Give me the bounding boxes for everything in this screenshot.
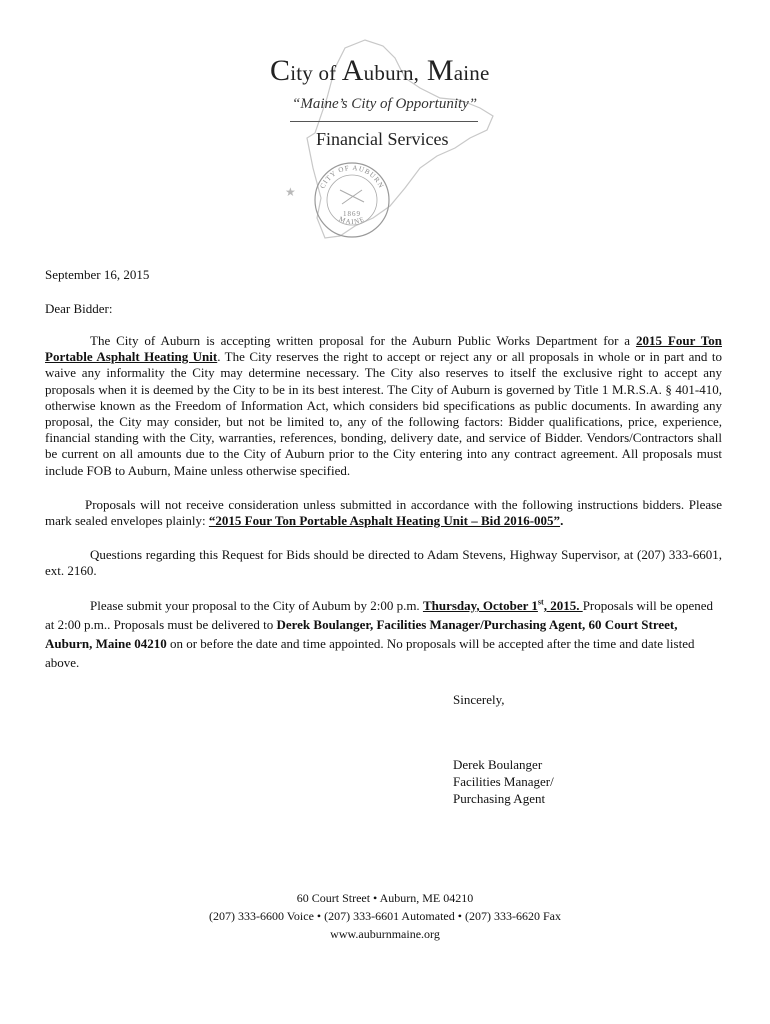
paragraph-instructions: Proposals will not receive consideration unless submitted in accordance with the following instructions bidders. Please mark sealed envelopes plainly: “2015 Four Ton Portable Asphalt Heating Unit – Bid 2016-005”. — [45, 497, 722, 529]
signer-name: Derek Boulanger — [453, 757, 543, 772]
footer-address: 60 Court Street • Auburn, ME 04210 — [296, 891, 474, 905]
paragraph-questions: Questions regarding this Request for Bids should be directed to Adam Stevens, Highway Supervisor, at (207) 333-6601, ext. 2160. — [45, 547, 722, 579]
delivery-address: Derek Boulanger, Facilities Manager/Purchasing Agent, 60 Court Street, Auburn, Maine 04210 — [45, 617, 678, 651]
letterhead-divider — [290, 121, 478, 122]
city-title: City of Auburn, Maine — [270, 54, 490, 87]
item-name: 2015 Four Ton Portable Asphalt Heating Unit — [45, 333, 722, 365]
department-name: Financial Services — [316, 129, 449, 149]
svg-text:CITY OF AUBURN: CITY OF AUBURN — [318, 163, 386, 190]
signer-title: Facilities Manager/ — [453, 774, 554, 789]
city-seal — [312, 160, 392, 240]
envelope-label: “2015 Four Ton Portable Asphalt Heating Unit – Bid 2016-005” — [208, 513, 561, 529]
signature-block — [453, 756, 554, 807]
letter-date: September 16, 2015 — [45, 267, 150, 282]
salutation: Dear Bidder: — [45, 301, 113, 316]
tagline: “Maine’s City of Opportunity” — [292, 96, 478, 112]
svg-text:MAINE: MAINE — [337, 214, 367, 227]
star-icon: ★ — [285, 185, 296, 199]
signer-title-2: Purchasing Agent — [453, 791, 546, 806]
closing: Sincerely, — [453, 692, 505, 707]
footer-phones: (207) 333-6600 Voice • (207) 333-6601 Automated • (207) 333-6620 Fax — [209, 909, 561, 923]
due-date: Thursday, October 1 — [422, 598, 538, 613]
paragraph-submission: Please submit your proposal to the City of Aubum by 2:00 p.m. Thursday, October 1st, 2015. Proposals will be opened at 2:00 p.m.. Proposals must be delivered to Derek Boulanger, Facilities Manager/Purchasing Agent, 60 Court Street, Auburn, Maine 04210 on or before the date and time appointed. No proposals will be accepted after the time and date listed above. — [45, 597, 714, 670]
svg-text:1869: 1869 — [343, 210, 361, 218]
footer-website: www.auburnmaine.org — [330, 927, 440, 941]
paragraph-intro: The City of Auburn is accepting written proposal for the Auburn Public Works Department for a 2015 Four Ton Portable Asphalt Heating Unit. The City reserves the right to accept or reject any or all proposals in whole or in part and to waive any informality the City may determine necessary. The City also reserves to itself the exclusive right to accept any proposals when it is deemed by the City to be in its best interest. The City of Auburn is governed by Title 1 M.R.S.A. § 401-410, otherwise known as the Freedom of Information Act, which considers bid specifications as public documents. In awarding any proposal, the City may consider, but not be limited to, any of the following factors: Bidder qualifications, price, experience, financial standing with the City, warranties, references, bonding, delivery date, and service of Bidder. Vendors/Contractors shall be current on all amounts due to the City of Auburn prior to the City entering into any contract agreement. All proposals must include FOB to Auburn, Maine unless otherwise specified. — [45, 333, 722, 478]
